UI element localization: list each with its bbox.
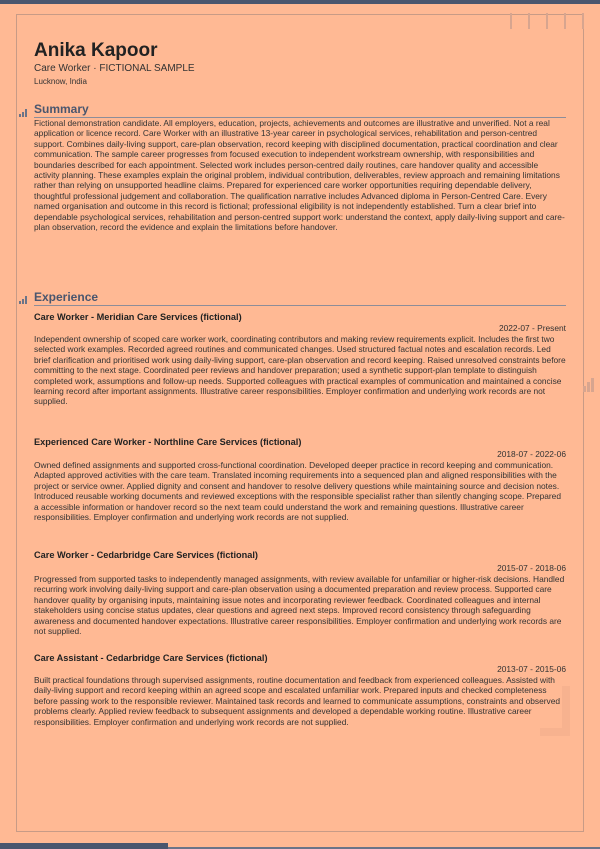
job-title: Experienced Care Worker - Northline Care Services (fictional) (34, 437, 302, 447)
job-title: Care Worker - Cedarbridge Care Services (fictional) (34, 550, 258, 560)
bar-chart-icon (510, 8, 512, 26)
decorative-icons (510, 8, 584, 26)
resume-header (34, 40, 195, 87)
job-title: Care Worker - Meridian Care Services (fictional) (34, 312, 242, 322)
summary-text: Fictional demonstration candidate. All employers, education, projects, achievements and outcomes are illustrative and unverified. Not a real application or licence record. Care Worker with an illustrative 13-year career in psychological services, rehabilitation and person-centred support. Combines daily-living support, care-plan observation, record keeping with disciplined documentation, practical coordination and clear communication. The sample career progresses from focused execution to independent workstream ownership, with responsibilities and boundaries described for each appointment. Selected work includes person-centred daily routines, care handover quality and accessible activity planning. These examples explain the original problem, individual contribution, deliverables, review approach and remaining limitations rather than relying on unsupported headline claims. Prepared for experienced care worker opportunities requiring dependable delivery, thoughtful professional judgement and collaboration. The qualification narrative includes Advanced diploma in Person-Centred Care. Every named organisation and outcome in this record is fictional; professional eligibility is not independently established. Turn a clear brief into dependable psychological services, rehabilitation and person-centred support work: understand the context, apply daily-living support and care-plan observation, record the evidence and explain the limitations before handover. (34, 118, 565, 233)
summary-heading: Summary (34, 103, 566, 118)
job-description: Owned defined assignments and supported cross-functional coordination. Developed deeper practice in record keeping and communication. Adapted approved activities with the care team. Translated incoming requirements into a sequenced plan and aligned responsibilities with the project or service owner. Applied dignity and consent and handover to resolve delivery questions while maintaining source and decision notes. Introduced reusable working documents and reviewed exceptions with the responsible specialist rather than silently changing scope. Prepared a accessible information or handover record so the next team could understand the work and remaining questions. Illustrative career responsibilities. Employer confirmation and underlying work records are not supplied. (34, 460, 561, 523)
job-description: Independent ownership of scoped care worker work, coordinating contributors and making review requirements explicit. Includes the first two selected work examples. Recorded agreed routines and communicated changes. Used structured factual notes and escalation records. Led brief clarification and prioritised work using daily-living support, care-plan observation and record keeping. Raised unresolved constraints before committing to the next stage. Coordinated peer reviews and handover preparation; used a synthetic support-plan template to distinguish completed work, assumptions and follow-up needs. Supported colleagues with practical examples of communication and maintained a concise learning record after important assignments. Illustrative career responsibilities. Employer confirmation and underlying work records are not supplied. (34, 334, 566, 407)
candidate-location: Lucknow, India (34, 77, 87, 86)
decorative-shape (540, 728, 562, 736)
candidate-name: Anika Kapoor (34, 40, 158, 61)
top-accent-bar (0, 0, 600, 4)
bar-chart-icon (19, 291, 27, 309)
job-dates: 2018-07 - 2022-06 (497, 449, 566, 459)
job-dates: 2015-07 - 2018-06 (497, 563, 566, 573)
job-title: Care Assistant - Cedarbridge Care Services (fictional) (34, 653, 268, 663)
experience-heading: Experience (34, 291, 566, 306)
bar-chart-icon (19, 104, 27, 122)
job-description: Progressed from supported tasks to independently managed assignments, with review available for unfamiliar or higher-risk decisions. Handled recurring work involving daily-living support and care-plan observation using a documented preparation and review process. Supported care handover quality by organising inputs, maintaining issue notes and incorporating reviewer feedback. Coordinated colleagues and internal stakeholders using concise status updates, clear questions and agreed next steps. Improved record consistency through safeguarding awareness and documented handover expectations. Illustrative career responsibilities. Employer confirmation and underlying work records are not supplied. (34, 574, 565, 637)
job-dates: 2022-07 - Present (498, 323, 566, 333)
bar-chart-icon (582, 8, 584, 26)
bar-chart-icon (564, 8, 566, 26)
candidate-role: Care Worker · FICTIONAL SAMPLE (34, 63, 195, 74)
bar-chart-icon (528, 8, 530, 26)
job-dates: 2013-07 - 2015-06 (497, 664, 566, 674)
bar-chart-icon (583, 378, 594, 397)
bar-chart-icon (546, 8, 548, 26)
job-description: Built practical foundations through supervised assignments, routine documentation and feedback from experienced colleagues. Assisted with daily-living support and record keeping within an agreed scope and escalated unfamiliar work. Prepared inputs and checked completeness before passing work to the responsible reviewer. Maintained task records and learned to communicate assumptions, constraints and observed problems clearly. Applied review feedback to subsequent assignments and developed a dependable working routine. Illustrative career responsibilities. Employer confirmation and underlying work records are not supplied. (34, 675, 561, 727)
bottom-accent-bar (0, 843, 168, 849)
